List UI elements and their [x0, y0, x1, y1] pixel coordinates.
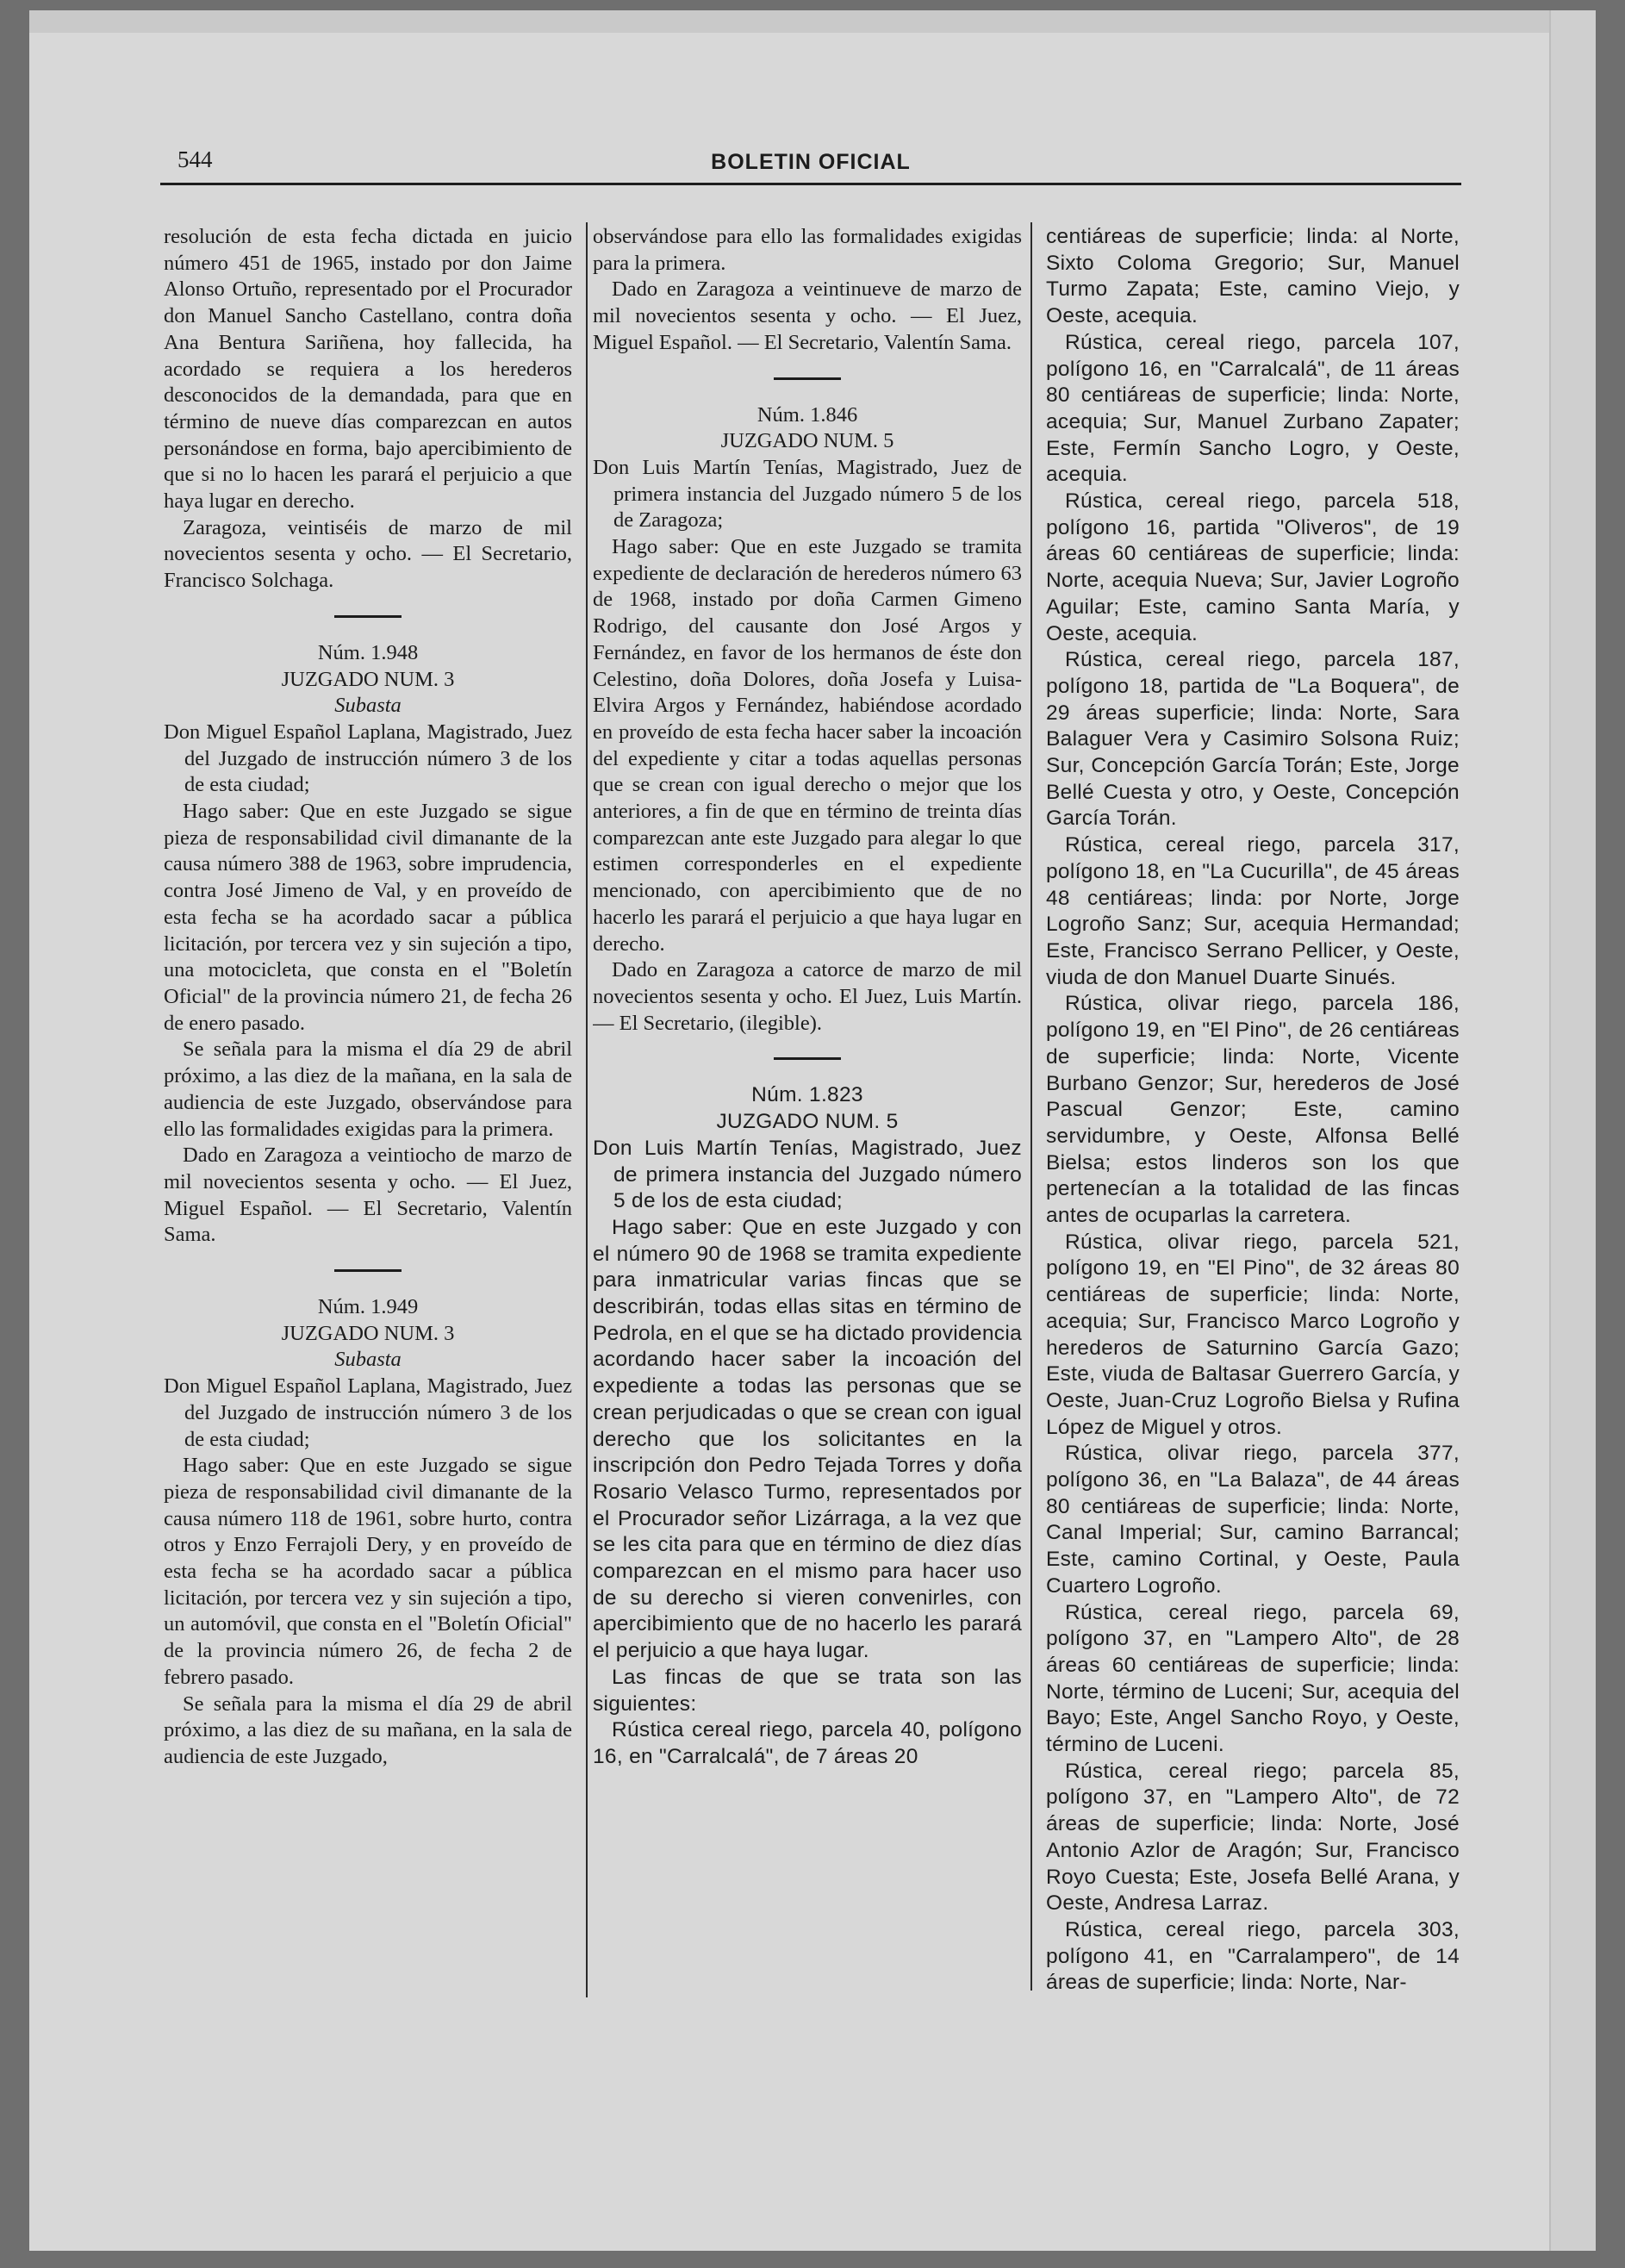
court-heading: JUZGADO NUM. 5: [716, 1110, 899, 1134]
column-rule-2: [1030, 222, 1032, 1991]
next-page-edge: [1549, 10, 1596, 2251]
paragraph: Rústica, olivar riego, parcela 377, polígono 36, en "La Balaza", de 44 áreas 80 centiáreas de superficie; linda: Norte, Canal Imperial; Sur, camino Barrancal; Este, camino Cortinal, y Oeste, Paula Cuartero Logroño.: [1046, 1442, 1460, 1598]
paragraph: Don Miguel Español Laplana, Magistrado, Juez del Juzgado de instrucción número 3 de los de esta ciudad;: [164, 720, 572, 797]
paragraph: Rústica, cereal riego, parcela 317, polígono 18, en "La Cucurilla", de 45 áreas 48 centiáreas; linda: por Norte, Jorge Logroño Sanz; Sur, acequia Hermandad; Este, Francisco Serrano Pellicer, y Oeste, viuda de don Manuel Duarte Sinués.: [1046, 833, 1460, 989]
paragraph: Hago saber: Que en este Juzgado se sigue pieza de responsabilidad civil dimanante de la causa número 388 de 1963, sobre imprudencia, contra José Jimeno de Val, y en proveído de esta fecha se ha acordado sacar a pública licitación, por tercera vez y sin sujeción a tipo, una motocicleta, que consta en el "Boletín Oficial" de la provincia número 21, de fecha 26 de enero pasado.: [164, 800, 572, 1035]
paragraph: Don Luis Martín Tenías, Magistrado, Juez de primera instancia del Juzgado número 5 de los de Zaragoza;: [593, 455, 1022, 533]
court-heading: JUZGADO NUM. 3: [281, 667, 455, 691]
header-rule: [160, 183, 1461, 185]
section-separator: [774, 377, 841, 380]
column-2: [593, 224, 1022, 2016]
column-3: [1046, 224, 1460, 2016]
section-separator: [774, 1057, 841, 1060]
notice-number: Núm. 1.823: [751, 1083, 863, 1107]
column-1: [164, 224, 572, 2016]
paragraph: Dado en Zaragoza a catorce de marzo de mil novecientos sesenta y ocho. El Juez, Luis Martín. — El Secretario, (ilegible).: [593, 958, 1022, 1035]
paragraph: Se señala para la misma el día 29 de abril próximo, a las diez de su mañana, en la sala de audiencia de este Juzgado,: [164, 1692, 572, 1768]
paragraph: Dado en Zaragoza a veintiocho de marzo de mil novecientos sesenta y ocho. — El Juez, Miguel Español. — El Secretario, Valentín Sama.: [164, 1143, 572, 1247]
paragraph: Rústica cereal riego, parcela 40, polígono 16, en "Carralcalá", de 7 áreas 20: [593, 1718, 1022, 1768]
court-heading: JUZGADO NUM. 5: [720, 429, 894, 453]
column-rule-1: [586, 222, 588, 1997]
section-separator: [334, 1269, 402, 1272]
notice-number: Núm. 1.846: [756, 402, 858, 427]
notice-number: Núm. 1.949: [317, 1295, 419, 1319]
paragraph: Rústica, olivar riego, parcela 186, polígono 19, en "El Pino", de 26 centiáreas de superficie; linda: Norte, Vicente Burbano Genzor; Sur, herederos de José Pascual Genzor; Este, camino servidumbre, y Oeste, Alfonsa Bellé Bielsa; estos linderos son los que pertenecían a la totalidad de las fincas antes de ocuparlas la carretera.: [1046, 992, 1460, 1228]
paragraph: observándose para ello las formalidades exigidas para la primera.: [593, 225, 1022, 275]
paragraph: Don Miguel Español Laplana, Magistrado, Juez del Juzgado de instrucción número 3 de los de esta ciudad;: [164, 1374, 572, 1451]
paragraph: Don Luis Martín Tenías, Magistrado, Juez de primera instancia del Juzgado número 5 de los de esta ciudad;: [593, 1136, 1022, 1213]
paragraph: Las fincas de que se trata son las siguientes:: [593, 1665, 1022, 1716]
paragraph: centiáreas de superficie; linda: al Norte, Sixto Coloma Gregorio; Sur, Manuel Turmo Zapata; Este, camino Viejo, y Oeste, acequia.: [1046, 225, 1460, 328]
paragraph: Rústica, cereal riego, parcela 107, polígono 16, en "Carralcalá", de 11 áreas 80 centiáreas de superficie; linda: Norte, acequia; Sur, Manuel Zurbano Zapater; Este, Fermín Sancho Logro, y Oeste, acequia.: [1046, 330, 1460, 487]
paragraph: resolución de esta fecha dictada en juicio número 451 de 1965, instado por don Jaime Alonso Ortuño, representado por el Procurador don Manuel Sancho Castellano, contra doña Ana Bentura Sariñena, hoy fallecida, ha acordado se requiera a los herederos desconocidos de la demandada, para que en término de nueve días comparezcan en autos personándose en forma, bajo apercibimiento de que si no lo hacen les parará el perjuicio a que haya lugar en derecho.: [164, 225, 572, 514]
paragraph: Hago saber: Que en este Juzgado y con el número 90 de 1968 se tramita expediente para inmatricular varias fincas que se describirán, todas ellas sitas en término de Pedrola, en el que se ha dictado providencia acordando hacer saber la incoación del expediente a todas las personas que se crean perjudicadas o que se crean con igual derecho que los solicitantes en la inscripción don Pedro Tejada Torres y doña Rosario Velasco Turmo, representados por el Procurador señor Lizárraga, a la vez que se les cita para que en término de diez días comparezcan en el mismo para hacer uso de su derecho si vieren convenirles, con apercibimiento que de no hacerlo les parará el perjuicio a que haya lugar.: [593, 1215, 1022, 1663]
paragraph: Rústica, cereal riego, parcela 303, polígono 41, en "Carralampero", de 14 áreas de superficie; linda: Norte, Nar-: [1046, 1918, 1460, 1995]
paragraph: Rústica, olivar riego, parcela 521, polígono 19, en "El Pino", de 32 áreas 80 centiáreas de superficie; linda: Norte, acequia; Sur, Francisco Marco Logroño y herederos de Saturnino García Gazo; Este, viuda de Baltasar Guerrero García, y Oeste, Juan-Cruz Logroño Bielsa y Rufina López de Miguel y otros.: [1046, 1230, 1460, 1439]
paragraph: Rústica, cereal riego; parcela 85, polígono 37, en "Lampero Alto", de 72 áreas de superficie; linda: Norte, José Antonio Azlor de Aragón; Sur, Francisco Royo Cuesta; Este, Josefa Bellé Arana, y Oeste, Andresa Larraz.: [1046, 1759, 1460, 1916]
paragraph: Hago saber: Que en este Juzgado se sigue pieza de responsabilidad civil dimanante de la causa número 118 de 1961, sobre hurto, contra otros y Enzo Ferrajoli Dery, y en proveído de esta fecha se ha acordado sacar a pública licitación, por tercera vez y sin sujeción a tipo, un automóvil, que consta en el "Boletín Oficial" de la provincia número 26, de fecha 2 de febrero pasado.: [164, 1454, 572, 1689]
paragraph: Zaragoza, veintiséis de marzo de mil novecientos sesenta y ocho. — El Secretario, Francisco Solchaga.: [164, 515, 572, 593]
page-header: [160, 138, 1461, 190]
paragraph: Rústica, cereal riego, parcela 69, polígono 37, en "Lampero Alto", de 28 áreas 60 centiáreas de superficie; linda: Norte, término de Luceni; Sur, acequia del Bayo; Este, Angel Sancho Royo, y Oeste, término de Luceni.: [1046, 1600, 1460, 1757]
paragraph: Dado en Zaragoza a veintinueve de marzo de mil novecientos sesenta y ocho. — El Juez, Miguel Español. — El Secretario, Valentín Sama.: [593, 277, 1022, 354]
notice-subtitle: Subasta: [334, 694, 402, 718]
paragraph: Se señala para la misma el día 29 de abril próximo, a las diez de la mañana, en la sala de audiencia de este Juzgado, observándose para ello las formalidades exigidas para la primera.: [164, 1037, 572, 1141]
court-heading: JUZGADO NUM. 3: [281, 1321, 455, 1345]
notice-subtitle: Subasta: [334, 1348, 402, 1372]
section-separator: [334, 615, 402, 618]
notice-number: Núm. 1.948: [317, 640, 419, 664]
paragraph: Rústica, cereal riego, parcela 518, polígono 16, partida "Oliveros", de 19 áreas 60 centiáreas de superficie; linda: Norte, acequia Nueva; Sur, Javier Logroño Aguilar; Este, camino Santa María, y Oeste, acequia.: [1046, 489, 1460, 645]
paragraph: Hago saber: Que en este Juzgado se tramita expediente de declaración de herederos número 63 de 1968, instado por doña Carmen Gimeno Rodrigo, del causante don José Argos y Fernández, en favor de los hermanos de éste don Celestino, doña Dolores, doña Josefa y Luisa-Elvira Argos y Fernández, habiéndose acordado en proveído de esta fecha hacer saber la incoación del expediente y citar a todas aquellas personas que se crean con igual derecho o mejor que los anteriores, a fin de que en término de treinta días comparezcan ante este Juzgado para alegar lo que estimen corresponderles en el expediente mencionado, con apercibimiento que de no hacerlo les parará el perjuicio a que haya lugar en derecho.: [593, 535, 1022, 956]
page-top-strip: [29, 10, 1596, 33]
page-number: 544: [177, 146, 213, 172]
publication-title: BOLETIN OFICIAL: [711, 150, 911, 174]
paragraph: Rústica, cereal riego, parcela 187, polígono 18, partida de "La Boquera", de 29 áreas superficie; linda: Norte, Sara Balaguer Vera y Casimiro Solsona Ruiz; Sur, Concepción García Torán; Este, Jorge Bellé Cuesta y otro, y Oeste, Concepción García Torán.: [1046, 648, 1460, 831]
